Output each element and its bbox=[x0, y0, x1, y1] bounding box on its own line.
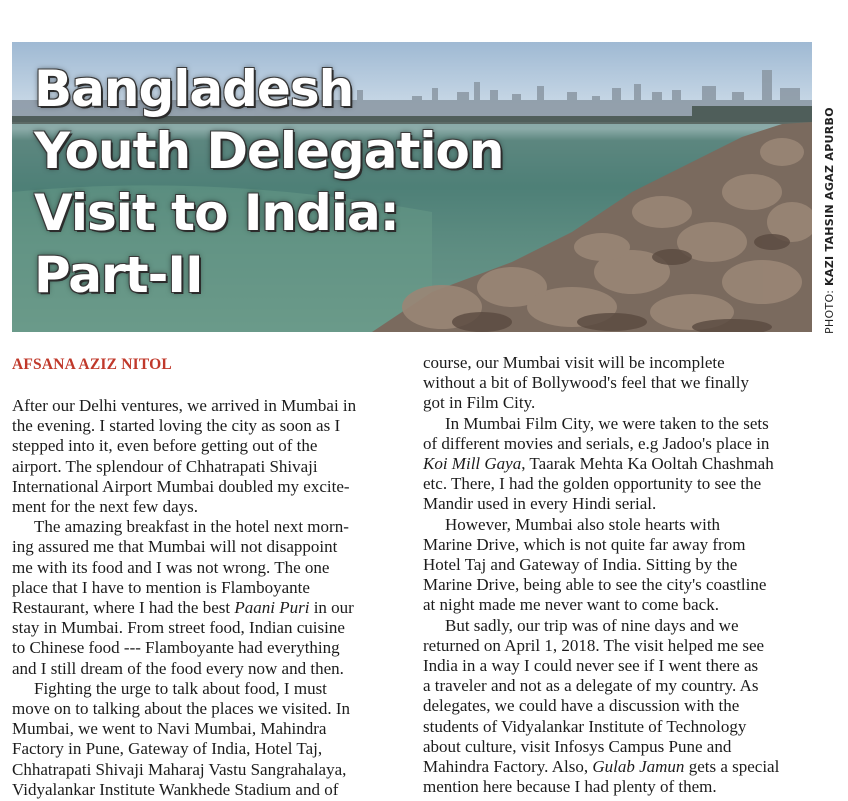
paragraph bbox=[423, 353, 818, 414]
text-line: However, Mumbai also stole hearts with bbox=[445, 514, 721, 534]
headline-line-2: Youth Delegation bbox=[34, 122, 504, 180]
text-line: The amazing breakfast in the hotel next morn- bbox=[34, 517, 349, 537]
text-line: Marine Drive, which is not quite far away from bbox=[423, 534, 746, 554]
text-line: the evening. I started loving the city as soon as I bbox=[12, 416, 341, 436]
text-line: Mumbai, we went to Navi Mumbai, Mahindra bbox=[12, 719, 327, 739]
text-run: , Taarak Mehta Ka Ooltah Chashmah bbox=[521, 454, 774, 474]
text-line: got in Film City. bbox=[423, 393, 536, 413]
paragraph bbox=[12, 517, 407, 679]
text-line bbox=[423, 757, 818, 777]
text-run: Mahindra Factory. Also, bbox=[423, 757, 593, 777]
photo-credit-prefix: PHOTO: bbox=[823, 285, 836, 334]
text-run: gets a special bbox=[684, 757, 780, 777]
text-line: stepped into it, even before getting out of the bbox=[12, 436, 318, 456]
text-line: without a bit of Bollywood's feel that we finally bbox=[423, 373, 750, 393]
text-line: place that I have to mention is Flamboyante bbox=[12, 577, 310, 597]
text-line: delegates, we could have a discussion with the bbox=[423, 696, 740, 716]
text-line: India in a way I could never see if I went there as bbox=[423, 656, 759, 676]
text-line bbox=[12, 598, 407, 618]
text-run: in our bbox=[309, 598, 354, 618]
italic-dish-name: Gulab Jamun bbox=[592, 757, 685, 777]
text-line: ing assured me that Mumbai will not disappoint bbox=[12, 537, 338, 557]
photo-credit-name: KAZI TAHSIN AGAZ APURBO bbox=[823, 107, 836, 286]
text-line: stay in Mumbai. From street food, Indian cuisine bbox=[12, 618, 345, 638]
text-run: Restaurant, where I had the best bbox=[12, 598, 235, 618]
paragraph bbox=[12, 396, 407, 517]
text-line: International Airport Mumbai doubled my excite- bbox=[12, 476, 350, 496]
paragraph bbox=[423, 616, 818, 798]
text-line: students of Vidyalankar Institute of Technology bbox=[423, 716, 747, 736]
paragraph bbox=[423, 515, 818, 616]
text-line: In Mumbai Film City, we were taken to the sets bbox=[445, 413, 769, 433]
headline bbox=[34, 58, 514, 306]
text-line: move on to talking about the places we visited. In bbox=[12, 699, 351, 719]
italic-film-title: Koi Mill Gaya bbox=[423, 454, 522, 474]
text-line: course, our Mumbai visit will be incomplete bbox=[423, 353, 725, 372]
headline-line-4: Part-II bbox=[34, 246, 203, 304]
text-line: a traveler and not as a delegate of my country. As bbox=[423, 676, 759, 696]
right-column bbox=[423, 353, 818, 797]
text-line: at night made me never want to come back. bbox=[423, 595, 719, 615]
hero-photo bbox=[12, 42, 812, 332]
text-line: Chhatrapati Shivaji Maharaj Vastu Sangrahalaya, bbox=[12, 759, 347, 779]
text-line: Factory in Pune, Gateway of India, Hotel Taj, bbox=[12, 739, 323, 759]
left-column bbox=[12, 396, 407, 800]
text-line: Hotel Taj and Gateway of India. Sitting by the bbox=[423, 555, 738, 575]
paragraph bbox=[423, 414, 818, 515]
text-line: After our Delhi ventures, we arrived in Mumbai in bbox=[12, 396, 357, 415]
text-line: Vidyalankar Institute Wankhede Stadium and of bbox=[12, 779, 339, 799]
text-line: and I still dream of the food every now and then. bbox=[12, 658, 344, 678]
text-line: Marine Drive, being able to see the city's coastline bbox=[423, 575, 767, 595]
paragraph bbox=[12, 679, 407, 800]
byline: AFSANA AZIZ NITOL bbox=[12, 356, 172, 373]
italic-dish-name: Paani Puri bbox=[234, 598, 310, 618]
text-line: about culture, visit Infosys Campus Pune and bbox=[423, 736, 732, 756]
text-line: returned on April 1, 2018. The visit helped me see bbox=[423, 635, 765, 655]
text-line: Mandir used in every Hindi serial. bbox=[423, 494, 657, 514]
text-line: me with its food and I was not wrong. The one bbox=[12, 557, 330, 577]
text-line: of different movies and serials, e.g Jadoo's place in bbox=[423, 433, 770, 453]
text-line: But sadly, our trip was of nine days and we bbox=[445, 615, 739, 635]
headline-line-1: Bangladesh bbox=[34, 60, 354, 118]
text-line: mention here because I had plenty of them. bbox=[423, 777, 717, 797]
text-line: airport. The splendour of Chhatrapati Shivaji bbox=[12, 456, 318, 476]
headline-line-3: Visit to India: bbox=[34, 184, 399, 242]
text-line: etc. There, I had the golden opportunity to see the bbox=[423, 474, 762, 494]
text-line: ment for the next few days. bbox=[12, 497, 198, 517]
photo-credit bbox=[823, 107, 836, 334]
text-line bbox=[423, 454, 818, 474]
text-line: Fighting the urge to talk about food, I must bbox=[34, 678, 327, 698]
text-line: to Chinese food --- Flamboyante had everything bbox=[12, 638, 340, 658]
